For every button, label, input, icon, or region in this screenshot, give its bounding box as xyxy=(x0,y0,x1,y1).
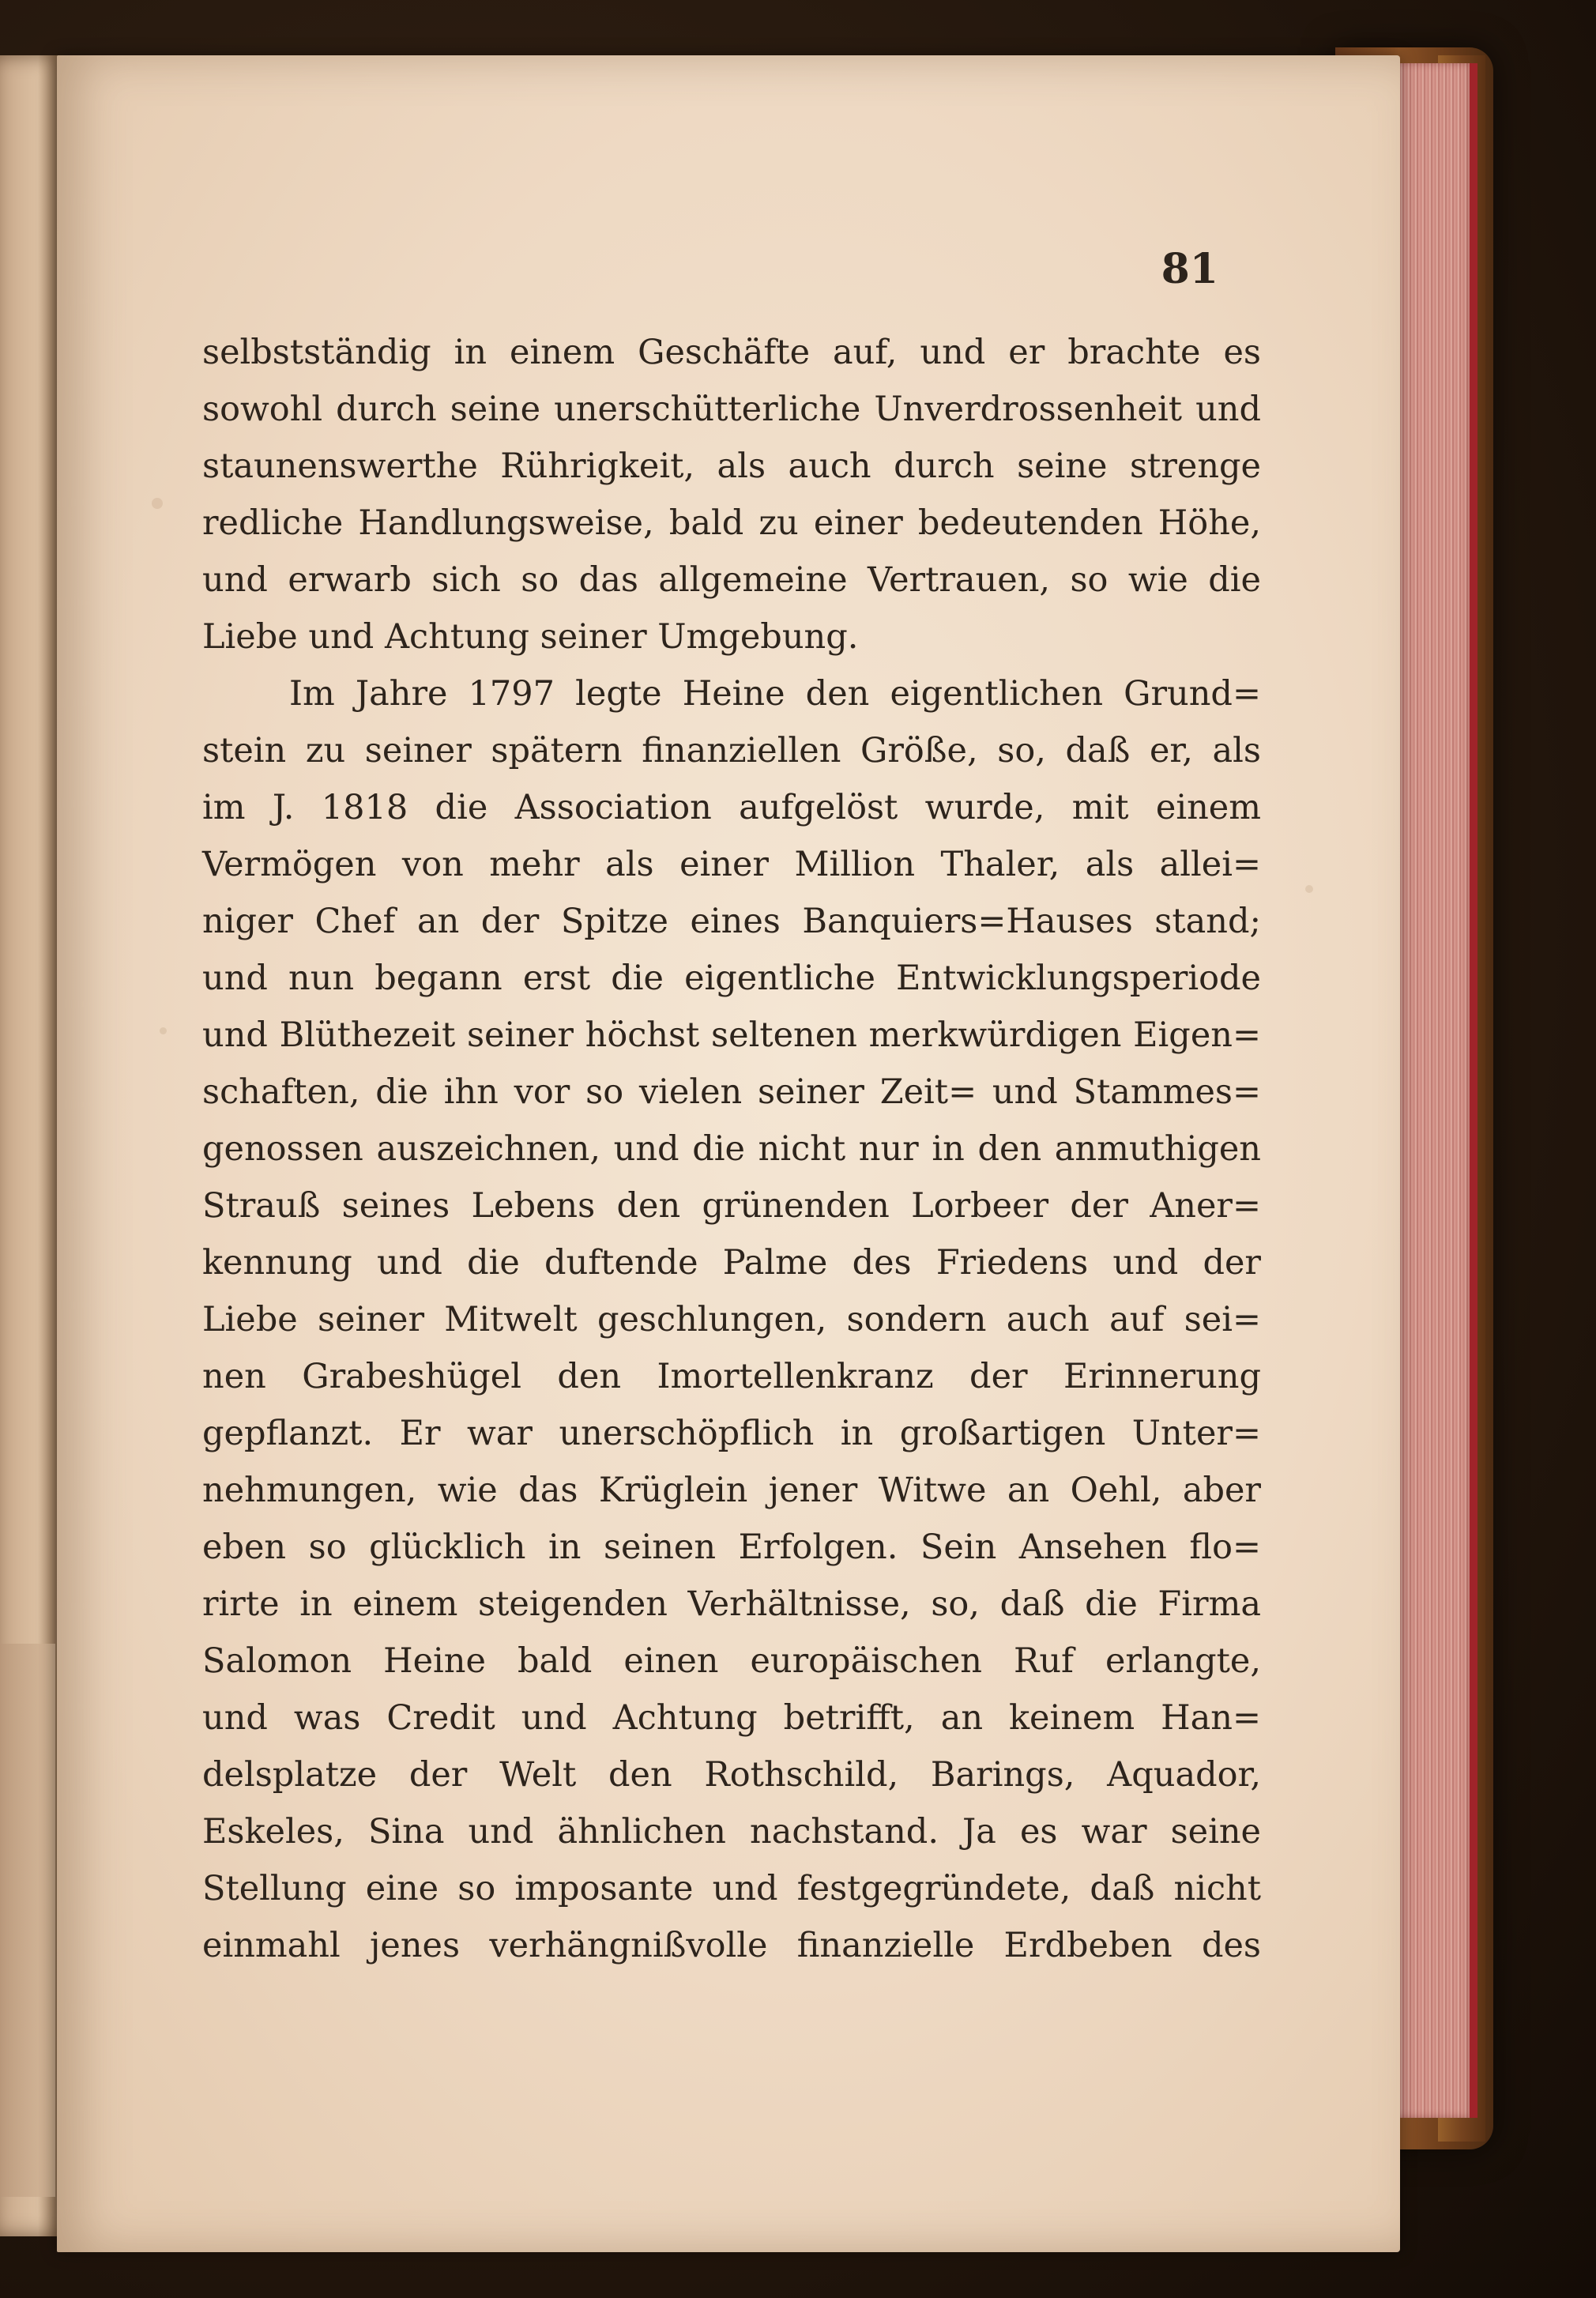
text-line: eben so glücklich in seinen Erfolgen. Sein Ansehen flo= xyxy=(202,1528,1261,1567)
book-page xyxy=(57,55,1400,2252)
paper-foxing-spot xyxy=(152,498,163,509)
page-number: 81 xyxy=(1161,245,1218,293)
paper-foxing-spot xyxy=(160,1027,167,1034)
text-line: kennung und die duftende Palme des Friedens und der xyxy=(202,1243,1261,1283)
text-line: genossen auszeichnen, und die nicht nur in den anmuthigen xyxy=(202,1129,1261,1169)
text-line: nehmungen, wie das Krüglein jener Witwe an Oehl, aber xyxy=(202,1471,1261,1510)
text-line: Salomon Heine bald einen europäischen Ruf erlangte, xyxy=(202,1641,1261,1681)
text-line: Strauß seines Lebens den grünenden Lorbeer der Aner= xyxy=(202,1186,1261,1226)
text-line: und nun begann erst die eigentliche Entwicklungsperiode xyxy=(202,959,1261,998)
text-line: gepflanzt. Er war unerschöpflich in großartigen Unter= xyxy=(202,1414,1261,1453)
text-line: selbstständig in einem Geschäfte auf, und er brachte es xyxy=(202,333,1261,372)
paper-foxing-spot xyxy=(1305,885,1313,893)
paragraph-start-line: Im Jahre 1797 legte Heine den eigentlichen Grund= xyxy=(289,674,1261,714)
text-line: einmahl jenes verhängnißvolle finanzielle Erdbeben des xyxy=(202,1926,1261,1965)
text-line: und erwarb sich so das allgemeine Vertrauen, so wie die xyxy=(202,560,1261,600)
text-line: niger Chef an der Spitze eines Banquiers=Hauses stand; xyxy=(202,902,1261,941)
text-line: delsplatze der Welt den Rothschild, Barings, Aquador, xyxy=(202,1755,1261,1795)
text-line: und Blüthezeit seiner höchst seltenen merkwürdigen Eigen= xyxy=(202,1015,1261,1055)
text-line: stein zu seiner spätern finanziellen Größe, so, daß er, als xyxy=(202,731,1261,770)
left-page-shadow xyxy=(0,1644,55,2197)
page-body-text xyxy=(202,324,1261,1974)
text-line: nen Grabeshügel den Imortellenkranz der Erinnerung xyxy=(202,1357,1261,1396)
text-line: schaften, die ihn vor so vielen seiner Zeit= und Stammes= xyxy=(202,1072,1261,1112)
text-line: staunenswerthe Rührigkeit, als auch durch seine strenge xyxy=(202,446,1261,486)
page-block-edges xyxy=(1391,63,1477,2118)
text-line: im J. 1818 die Association aufgelöst wurde, mit einem xyxy=(202,788,1261,827)
text-line: Stellung eine so imposante und festgegründete, daß nicht xyxy=(202,1869,1261,1908)
text-line: Liebe seiner Mitwelt geschlungen, sondern auch auf sei= xyxy=(202,1300,1261,1339)
text-line: rirte in einem steigenden Verhältnisse, so, daß die Firma xyxy=(202,1584,1261,1624)
paragraph-end-line: Liebe und Achtung seiner Umgebung. xyxy=(202,617,859,657)
text-line: und was Credit und Achtung betrifft, an keinem Han= xyxy=(202,1698,1261,1738)
text-line: Eskeles, Sina und ähnlichen nachstand. Ja es war seine xyxy=(202,1812,1261,1852)
text-line: Vermögen von mehr als einer Million Thaler, als allei= xyxy=(202,845,1261,884)
text-line: sowohl durch seine unerschütterliche Unverdrossenheit und xyxy=(202,390,1261,429)
text-line: redliche Handlungsweise, bald zu einer bedeutenden Höhe, xyxy=(202,503,1261,543)
